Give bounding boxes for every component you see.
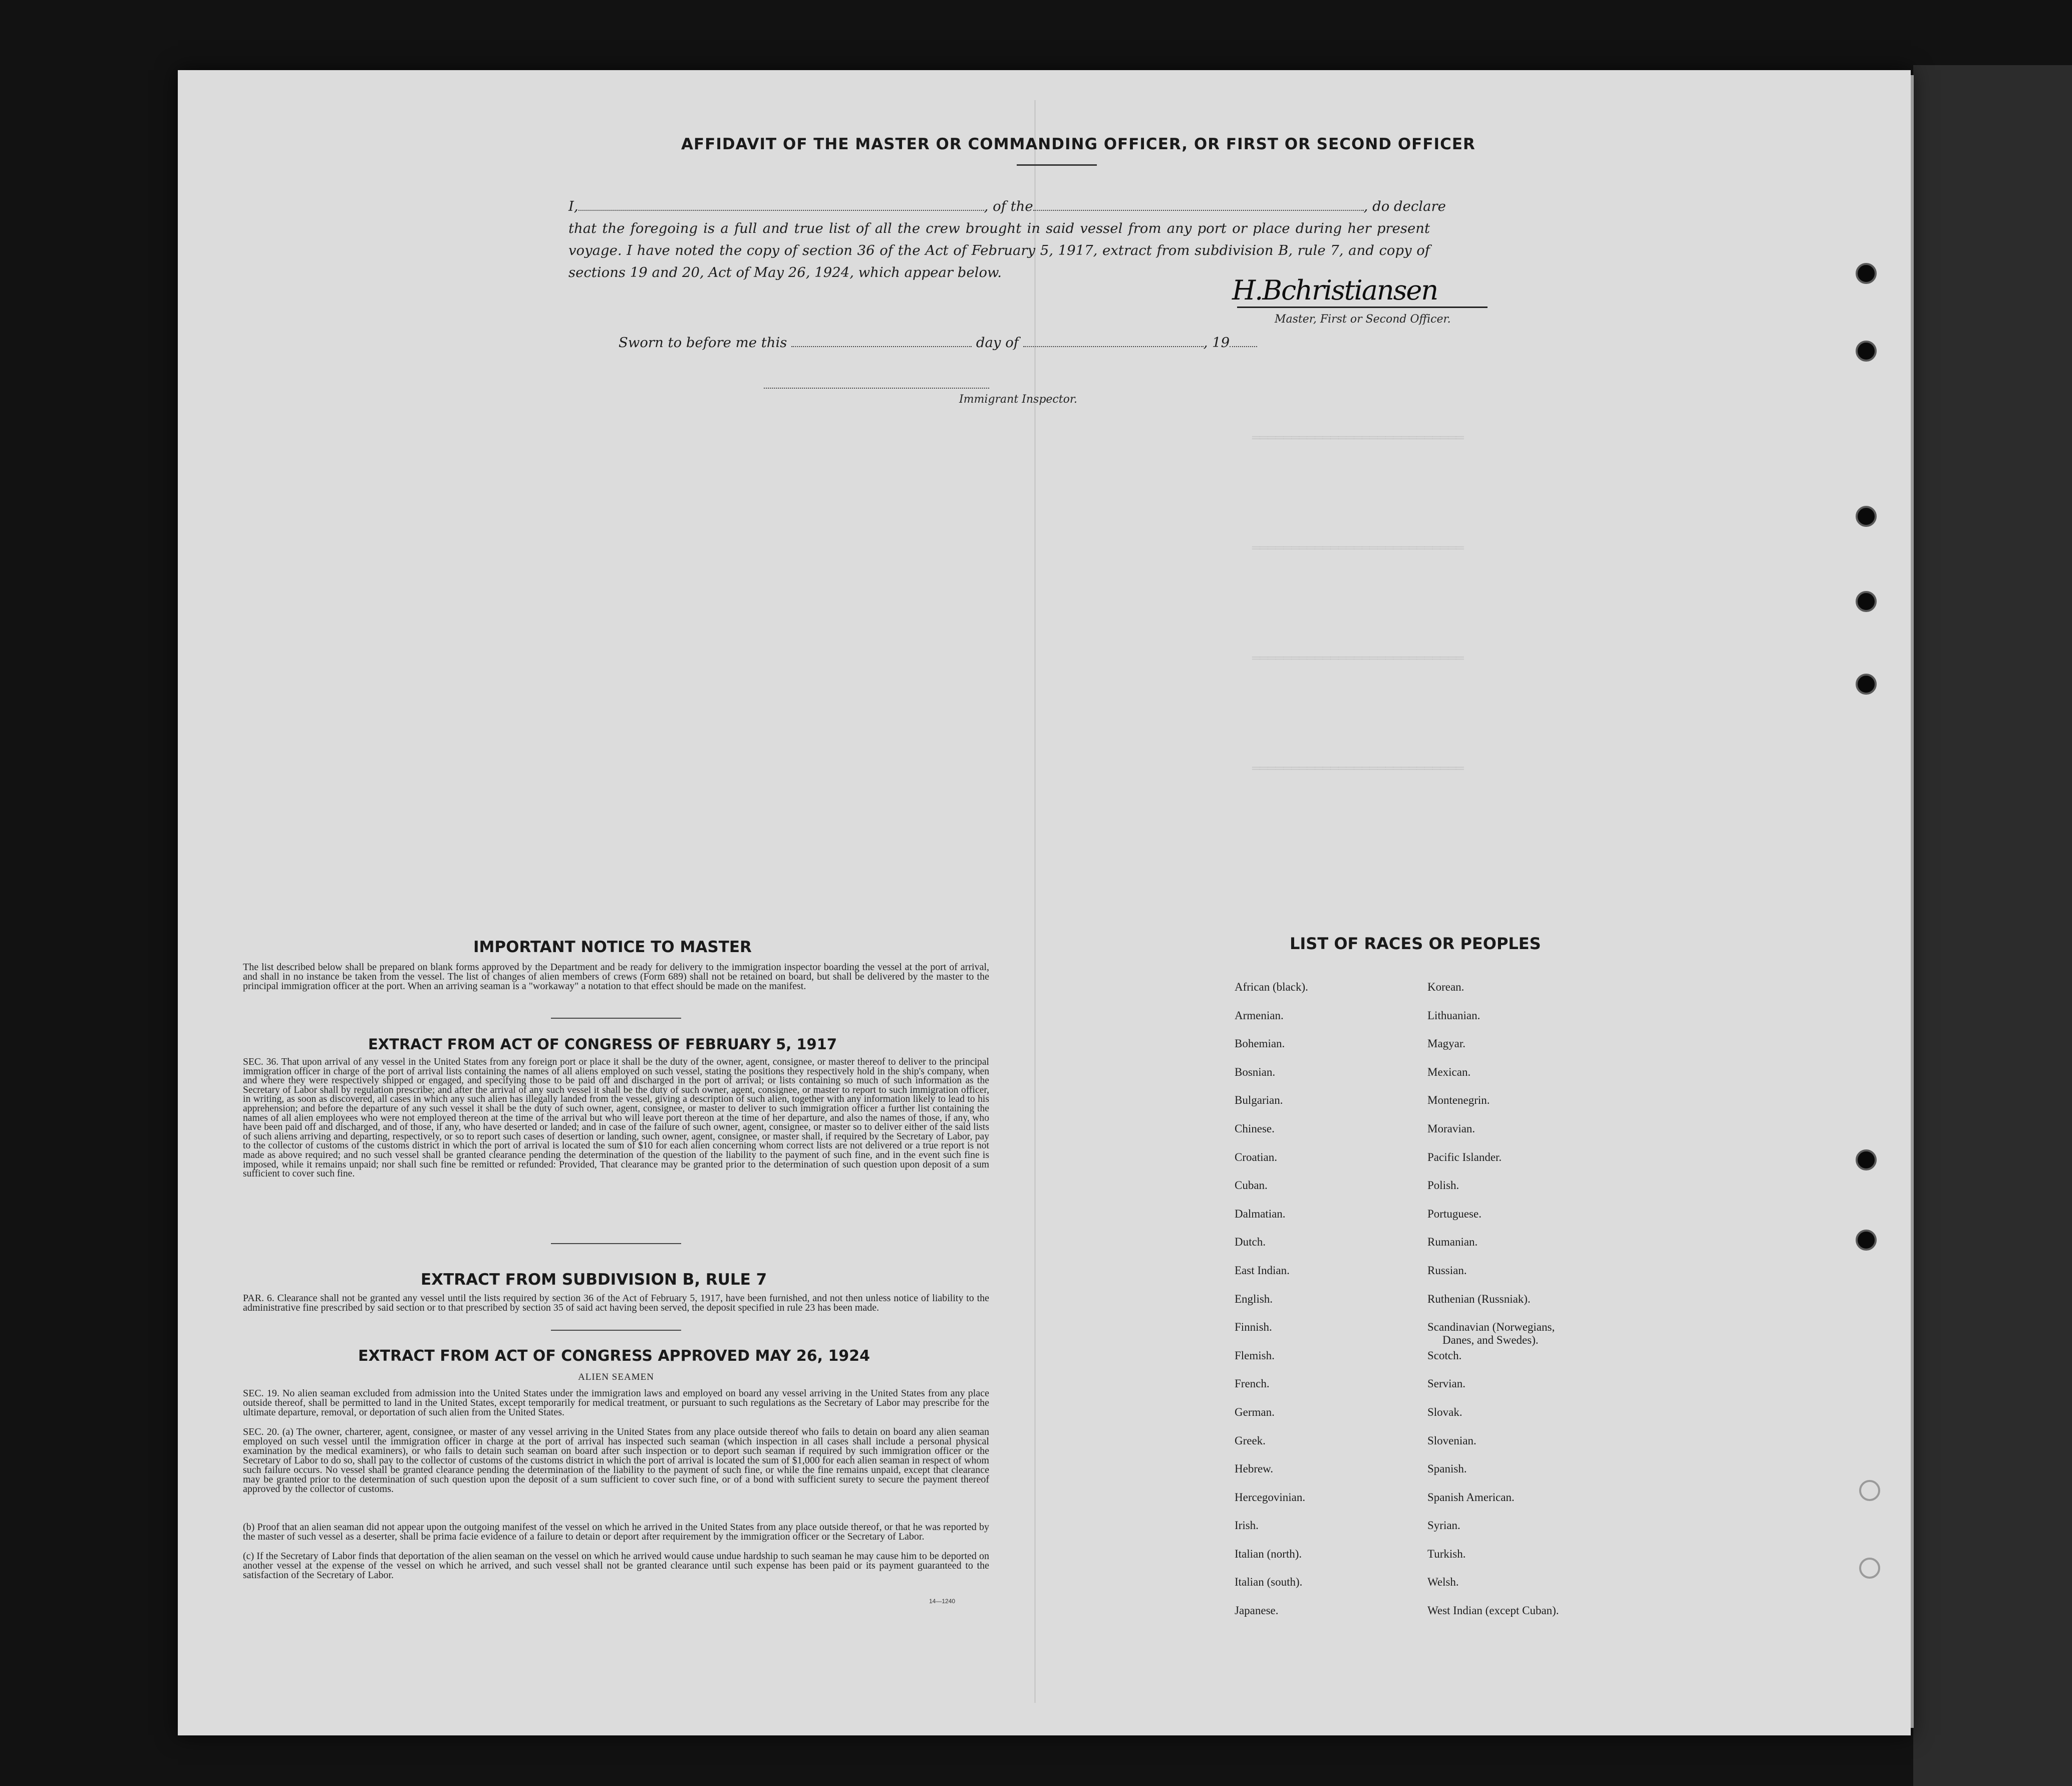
affidavit-line-1 [568, 195, 1446, 217]
race-item: Flemish. [1235, 1349, 1275, 1362]
race-item: Ruthenian (Russniak). [1427, 1292, 1531, 1305]
extract-rule7-title: EXTRACT FROM SUBDIVISION B, RULE 7 [421, 1271, 767, 1289]
race-item: Greek. [1235, 1434, 1266, 1447]
punch-hole-icon [1856, 591, 1877, 612]
race-item: Dutch. [1235, 1236, 1266, 1249]
divider [551, 1018, 681, 1019]
race-item: Portuguese. [1427, 1207, 1482, 1220]
sheet-edge [1911, 75, 1914, 1728]
race-item: Spanish. [1427, 1462, 1467, 1475]
affidavit-of-the: , of the [984, 198, 1033, 214]
race-item: Slovak. [1427, 1405, 1462, 1418]
race-item-line: Scandinavian (Norwegians, [1427, 1321, 1555, 1334]
extract-1917-title: EXTRACT FROM ACT OF CONGRESS OF FEBRUARY 5, 1917 [368, 1036, 837, 1053]
punch-hole-icon [1859, 1480, 1880, 1501]
extract-1917-body: SEC. 36. That upon arrival of any vessel in the United States from any foreign port or place it shall be the duty of the owner, agent, consignee, or master thereof to deliver to the principal immigration officer in charge of the port of arrival lists containing the names of all aliens employed on such vessel, stating the positions they respectively hold in the ship's company, when and where they were respectively shipped or engaged, and specifying those to be paid off and discharged in the port of arrival; or lists containing so much of such information as the Secretary of Labor shall by regulation prescribe; and after the arrival of any such vessel it shall be the duty of such owner, agent, consignee, or master to report to such immigration officer, in writing, as soon as discovered, all cases in which any such alien has illegally landed from the vessel, giving a description of such alien, together with any information likely to lead to his apprehension; and before the departure of any such vessel it shall be the duty of such owner, agent, consignee, or master to deliver to such immigration officer a further list containing the names of all alien employees who were not employed thereon at the time of the arrival but who will leave port thereon at the time of her departure, and also the names of those, if any, who have been paid off and discharged, and of those, if any, who have deserted or landed; and in case of the failure of such owner, agent, consignee, or master so to deliver either of the said lists of such aliens arriving and departing, respectively, or so to report such cases of desertion or landing, such owner, agent, consignee, or master shall, if required by the Secretary of Labor, pay to the collector of customs of the customs district in which the port of arrival is located the sum of $10 for each alien concerning whom correct lists are not delivered or a true report is not made as above required; and no such vessel shall be granted clearance pending the determination of the question of the liability to the payment of such fine, and in the event such fine is imposed, while it remains unpaid; nor shall such fine be remitted or refunded: Provided, That clearance may be granted prior to the determination of such question upon deposit of a sum sufficient to cover such fine. [243, 1057, 989, 1179]
race-item: Moravian. [1427, 1122, 1475, 1135]
bleed-through: ═══════════════════════════ [1252, 651, 1464, 666]
extract-1924-title: EXTRACT FROM ACT OF CONGRESS APPROVED MAY 26, 1924 [358, 1347, 870, 1365]
bleed-through: ═══════════════════════════ [1252, 431, 1464, 446]
inspector-caption: Immigrant Inspector. [959, 393, 1077, 406]
race-item: Magyar. [1427, 1037, 1466, 1050]
race-item: West Indian (except Cuban). [1427, 1604, 1559, 1617]
form-number: 14—1240 [929, 1598, 956, 1605]
day-blank[interactable] [791, 336, 972, 347]
race-item: Dalmatian. [1235, 1207, 1286, 1220]
race-item: Bosnian. [1235, 1065, 1276, 1078]
race-item: German. [1235, 1405, 1275, 1418]
punch-hole-icon [1856, 506, 1877, 527]
race-item: Hebrew. [1235, 1462, 1274, 1475]
races-column-right [1427, 981, 1638, 1633]
month-blank[interactable] [1023, 336, 1204, 347]
race-item: Rumanian. [1427, 1236, 1478, 1249]
frame-edge [1913, 65, 2072, 1786]
race-item: Hercegovinian. [1235, 1491, 1306, 1504]
affidavit-body: that the foregoing is a full and true list of all the crew brought in said vessel from any port or place during her present voyage. I have noted the copy of section 36 of the Act of February 5, 1917, extract from subdivision B, rule 7, and copy of sections 19 and 20, Act of May 26, 1924, which appear below. [568, 220, 1430, 280]
race-item: Mexican. [1427, 1065, 1471, 1078]
race-item: English. [1235, 1292, 1273, 1305]
extract-1924-subtitle: ALIEN SEAMEN [578, 1372, 654, 1382]
race-item: Italian (north). [1235, 1547, 1302, 1560]
punch-hole-icon [1856, 1230, 1877, 1251]
races-list [1235, 981, 1638, 1633]
extract-1924-sec20a: SEC. 20. (a) The owner, charterer, agent, consignee, or master of any vessel arriving in the United States from any place outside thereof who fails to detain on board any alien seaman employed on such vessel until the immigration officer in charge at the port of arrival has inspected such seaman (which inspection in all cases shall include a personal physical examination by the medical examiners), or who fails to detain such seaman on board after such inspection or to deport such seaman if required by such immigration officer or the Secretary of Labor to do so, shall pay to the collector of customs of the customs district in which the port of arrival is located the sum of $1,000 for each alien seaman in respect of whom such failure occurs. No vessel shall be granted clearance pending the determination of the liability to the payment of such fine, or while the fine remains unpaid, except that clearance may be granted prior to the determination of such question upon the deposit of a sum sufficient to cover such fine, or of a bond with sufficient surety to secure the payment thereof approved by the collector of customs. [243, 1426, 989, 1495]
race-item: Lithuanian. [1427, 1009, 1481, 1022]
race-item: Syrian. [1427, 1519, 1460, 1532]
punch-hole-icon [1859, 1558, 1880, 1579]
bleed-through: ═══════════════════════════ [1252, 541, 1464, 556]
race-item-continuation: Danes, and Swedes). [1442, 1334, 1539, 1347]
race-item: Pacific Islander. [1427, 1150, 1502, 1163]
bleed-through: ═══════════════════════════ [1252, 761, 1464, 776]
race-item: Irish. [1235, 1519, 1259, 1532]
race-item: French. [1235, 1377, 1270, 1390]
extract-1924-sec19: SEC. 19. No alien seaman excluded from admission into the United States under the immigration laws and employed on board any vessel arriving in the United States from any place outside thereof, shall be permitted to land in the United States, except temporarily for medical treatment, or pursuant to such regulations as the Secretary of Labor may prescribe for the ultimate departure, removal, or deportation of such alien from the United States. [243, 1388, 989, 1418]
race-item: Finnish. [1235, 1321, 1272, 1334]
notice-body: The list described below shall be prepared on blank forms approved by the Department and be ready for delivery to the immigration inspector boarding the vessel at the port of arrival, and shall in no instance be taken from the vessel. The list of changes of alien members of crews (Form 689) shall not be retained on board, but shall be delivered by the master to the principal immigration officer at the port. When an arriving seaman is a "workaway" a notation to that effect should be made on the manifest. [243, 962, 989, 992]
races-title: LIST OF RACES OR PEOPLES [1290, 934, 1541, 953]
race-item [1427, 1321, 1638, 1349]
extract-rule7-body: PAR. 6. Clearance shall not be granted any vessel until the lists required by section 36 of the Act of February 5, 1917, have been furnished, and not then unless notice of liability to the administrative fine prescribed by said section or to that prescribed by section 35 of said act having been served, the deposit specified in rule 23 has been made. [243, 1293, 989, 1313]
vessel-blank[interactable] [1033, 200, 1364, 211]
race-item: Cuban. [1235, 1179, 1268, 1192]
extract-1924-sec20c: (c) If the Secretary of Labor finds that deportation of the alien seaman on the vessel on which he arrived would cause undue hardship to such seaman he may cause him to be deported on another vessel at the expense of the vessel on which he arrived, and such vessel shall not be granted clearance until such expense has been paid or its payment guaranteed to the satisfaction of the Secretary of Labor. [243, 1551, 989, 1581]
affidavit-i: I, [568, 198, 578, 214]
sworn-line [619, 335, 1257, 351]
sworn-text: Sworn to before me this [619, 335, 787, 351]
punch-hole-icon [1856, 674, 1877, 695]
race-item: African (black). [1235, 981, 1308, 993]
race-item: Italian (south). [1235, 1576, 1303, 1589]
race-item: Slovenian. [1427, 1434, 1476, 1447]
race-item: Bulgarian. [1235, 1094, 1283, 1107]
divider [551, 1243, 681, 1244]
day-of-text: day of [976, 335, 1019, 351]
affidavit-do-declare: , do declare [1363, 198, 1446, 214]
races-column-left [1235, 981, 1427, 1633]
signature-line [1237, 307, 1488, 308]
race-item: Bohemian. [1235, 1037, 1285, 1050]
extract-1924-sec20b: (b) Proof that an alien seaman did not appear upon the outgoing manifest of the vessel on which he arrived in the United States from any place outside thereof, or that he was reported by the master of such vessel as a deserter, shall be prima facie evidence of a failure to detain or deport after requirement by the immigration officer or the Secretary of Labor. [243, 1522, 989, 1542]
signature-caption: Master, First or Second Officer. [1275, 313, 1451, 326]
race-item: Russian. [1427, 1264, 1467, 1277]
inspector-signature-line[interactable] [764, 387, 989, 389]
race-item: Korean. [1427, 981, 1464, 993]
notice-title: IMPORTANT NOTICE TO MASTER [473, 938, 752, 956]
race-item: Montenegrin. [1427, 1094, 1490, 1107]
race-item: Spanish American. [1427, 1491, 1515, 1504]
divider [1017, 164, 1097, 166]
race-item: Turkish. [1427, 1547, 1466, 1560]
punch-hole-icon [1856, 341, 1877, 362]
year-blank[interactable] [1230, 336, 1257, 347]
race-item: Croatian. [1235, 1150, 1277, 1163]
year-prefix: , 19 [1203, 335, 1230, 351]
race-item: Polish. [1427, 1179, 1459, 1192]
affidavit-title: AFFIDAVIT OF THE MASTER OR COMMANDING OFFICER, OR FIRST OR SECOND OFFICER [681, 135, 1475, 153]
affidavit-text [568, 195, 1446, 283]
master-signature: H.Bchristiansen [1232, 274, 1438, 306]
punch-hole-icon [1856, 1149, 1877, 1170]
name-blank[interactable] [578, 200, 984, 211]
punch-hole-icon [1856, 263, 1877, 284]
race-item: East Indian. [1235, 1264, 1290, 1277]
race-item: Welsh. [1427, 1576, 1459, 1589]
race-item: Armenian. [1235, 1009, 1284, 1022]
race-item: Chinese. [1235, 1122, 1275, 1135]
divider [551, 1330, 681, 1331]
race-item: Scotch. [1427, 1349, 1462, 1362]
race-item: Servian. [1427, 1377, 1466, 1390]
race-item: Japanese. [1235, 1604, 1279, 1617]
